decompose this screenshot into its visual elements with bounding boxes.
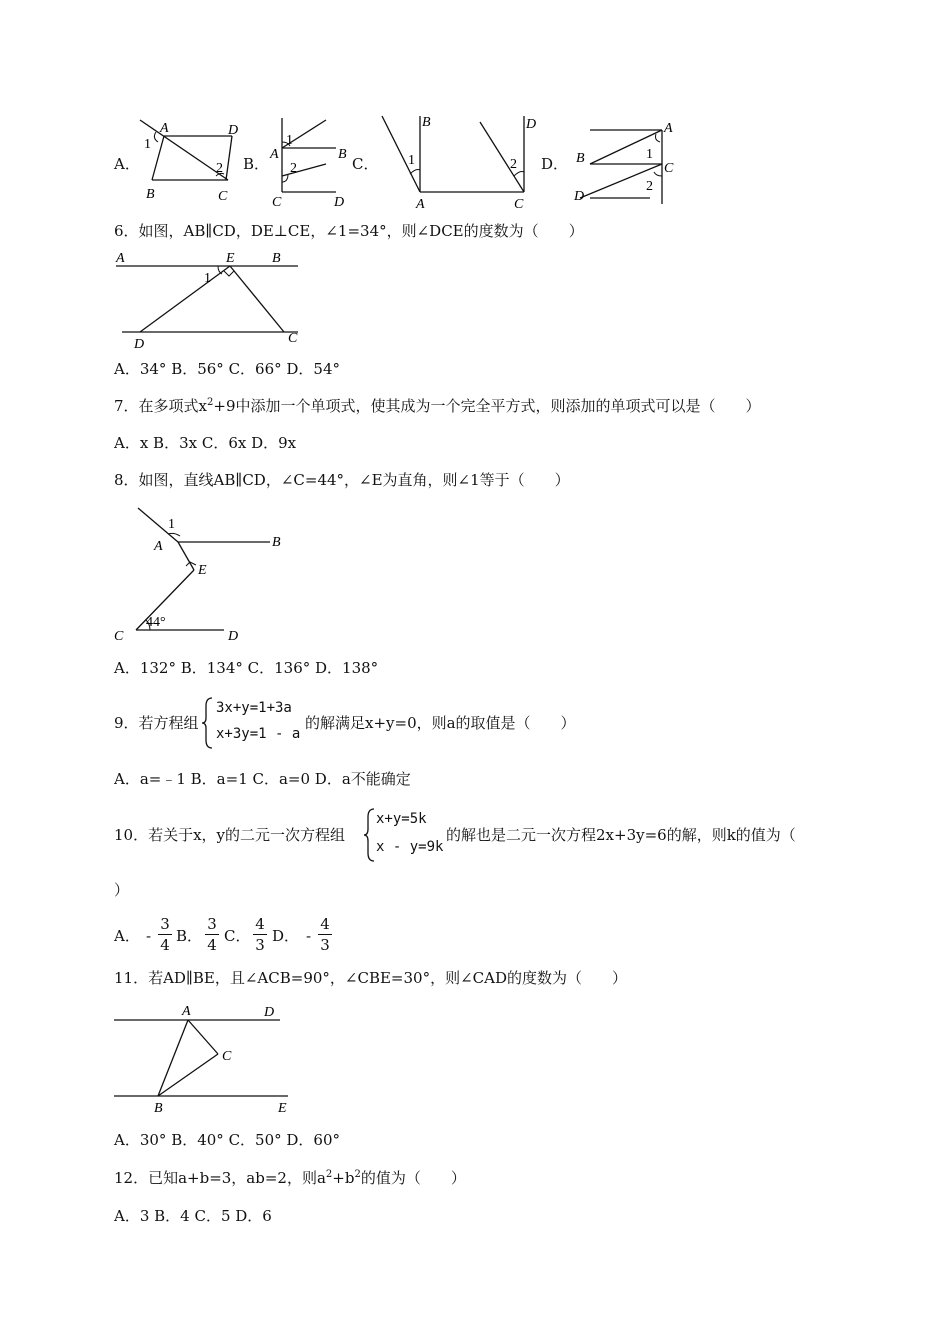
q11-label-c: C <box>222 1049 232 1064</box>
q5-figure-c <box>380 114 540 210</box>
q6-label-d: D <box>134 337 145 352</box>
q8-label-1: 1 <box>168 517 175 532</box>
q10-frac-b-den: 4 <box>207 936 217 954</box>
q6-label-b: B <box>272 251 281 266</box>
fig-b-label-d: D <box>334 195 345 210</box>
q10-frac-c-den: 3 <box>255 936 265 954</box>
fig-a-label-2: 2 <box>216 161 223 176</box>
fig-c-label-a: A <box>416 197 425 212</box>
q10-frac-a-num: 3 <box>160 915 170 933</box>
q10-frac-a <box>158 915 172 954</box>
q10-eq1: x+y=5k <box>376 811 427 827</box>
fig-a-label-1: 1 <box>144 137 151 152</box>
q6-options: A．34° B．56° C．66° D．54° <box>114 360 341 378</box>
fig-a-label-d: D <box>228 123 239 138</box>
q8-label-44: 44° <box>146 615 166 630</box>
q12-stem <box>114 1168 466 1188</box>
q10-post: 的解也是二元一次方程2x+3y=6的解，则k的值为（ <box>446 826 796 844</box>
fig-c-label-2: 2 <box>510 157 517 172</box>
q10-pre: 10．若关于x，y的二元一次方程组 <box>114 826 346 844</box>
q11-stem: 11．若AD∥BE，且∠ACB=90°，∠CBE=30°，则∠CAD的度数为（ ） <box>114 969 627 987</box>
q6-label-e: E <box>226 251 235 266</box>
fig-b-label-a: A <box>270 147 279 162</box>
q9-brace <box>204 696 214 750</box>
q9-pre: 9．若方程组 <box>114 714 199 732</box>
q10-brace <box>366 807 376 863</box>
q10-frac-d <box>318 915 332 954</box>
fig-a-label-c: C <box>218 189 228 204</box>
q10-frac-a-den: 4 <box>160 936 170 954</box>
q9-options: A．a=﹣1 B．a=1 C．a=0 D．a不能确定 <box>114 770 411 788</box>
q6-label-c: C <box>288 331 298 346</box>
q12-pre: 12．已知a+b=3，ab=2，则a <box>114 1169 326 1187</box>
q10-opt-a: A． <box>114 927 140 945</box>
fig-c-label-1: 1 <box>408 153 415 168</box>
q7-stem <box>114 396 761 416</box>
q8-label-b: B <box>272 535 281 550</box>
q11-label-e: E <box>278 1101 287 1116</box>
fig-b-label-2: 2 <box>290 161 297 176</box>
q8-figure <box>110 502 290 644</box>
fig-d-label-a: A <box>664 121 673 136</box>
q10-frac-d-den: 3 <box>320 936 330 954</box>
q6-label-a: A <box>116 251 125 266</box>
q12-options: A．3 B．4 C．5 D．6 <box>114 1207 272 1225</box>
q6-label-1: 1 <box>204 271 211 286</box>
q12-sup1: 2 <box>325 1169 333 1180</box>
q12-sup2: 2 <box>354 1169 361 1180</box>
q10-neg-a: - <box>146 927 152 945</box>
q5-figure-a <box>138 118 248 208</box>
q5-option-b-label: B． <box>243 155 270 173</box>
q5-figure-b <box>268 116 353 208</box>
q11-options: A．30° B．40° C．50° D．60° <box>114 1131 341 1149</box>
q8-label-e: E <box>198 563 207 578</box>
fig-d-label-b: B <box>576 151 585 166</box>
q10-opt-d: D． <box>272 927 300 945</box>
q5-figure-d <box>570 118 680 208</box>
q9-eq2: x+3y=1 - a <box>216 726 301 742</box>
fig-d-label-2: 2 <box>646 179 653 194</box>
q10-frac-c-num: 4 <box>255 915 265 933</box>
fig-a-label-b: B <box>146 187 155 202</box>
q6-stem: 6．如图，AB∥CD，DE⊥CE，∠1=34°，则∠DCE的度数为（ ） <box>114 222 584 240</box>
q9-eq1: 3x+y=1+3a <box>216 700 292 716</box>
q10-neg-d: - <box>306 927 312 945</box>
fig-d-label-d: D <box>574 189 585 204</box>
q10-opt-b: B． <box>176 927 203 945</box>
q12-mid: +b <box>332 1169 355 1187</box>
q8-label-c: C <box>114 629 124 644</box>
q11-figure <box>112 1000 297 1118</box>
q6-figure <box>112 248 302 350</box>
q5-option-a-label: A． <box>114 155 140 173</box>
q10-eq2: x - y=9k <box>376 839 444 855</box>
fig-d-label-c: C <box>664 161 674 176</box>
fig-c-label-b: B <box>422 115 431 130</box>
fig-b-label-b: B <box>338 147 347 162</box>
q8-label-d: D <box>228 629 239 644</box>
q8-label-a: A <box>154 539 163 554</box>
q10-frac-b <box>205 915 219 954</box>
q9-post: 的解满足x+y=0，则a的取值是（ ） <box>305 714 576 732</box>
q11-label-a: A <box>182 1004 191 1019</box>
q11-label-d: D <box>264 1005 275 1020</box>
q10-frac-c <box>253 915 267 954</box>
fig-a-label-a: A <box>160 121 169 136</box>
q10-opt-c: C． <box>224 927 251 945</box>
q10-frac-d-num: 4 <box>320 915 330 933</box>
fig-d-label-1: 1 <box>646 147 653 162</box>
q7-stem-pre: 7．在多项式x <box>114 397 208 415</box>
fig-c-label-d: D <box>526 117 537 132</box>
q7-options: A．x B．3x C．6x D．9x <box>114 434 297 452</box>
fig-c-label-c: C <box>514 197 524 212</box>
fig-b-label-c: C <box>272 195 282 210</box>
q11-label-b: B <box>154 1101 163 1116</box>
q10-close: ） <box>114 881 130 899</box>
q5-option-d-label: D． <box>541 155 569 173</box>
q8-stem: 8．如图，直线AB∥CD，∠C=44°，∠E为直角，则∠1等于（ ） <box>114 471 570 489</box>
q10-frac-b-num: 3 <box>207 915 217 933</box>
q8-options: A．132° B．134° C．136° D．138° <box>114 659 379 677</box>
q7-stem-sup: 2 <box>207 397 214 408</box>
q7-stem-post: +9中添加一个单项式，使其成为一个完全平方式，则添加的单项式可以是（ ） <box>213 397 761 415</box>
q12-post: 的值为（ ） <box>360 1169 466 1187</box>
q5-option-c-label: C． <box>352 155 379 173</box>
fig-b-label-1: 1 <box>286 133 293 148</box>
